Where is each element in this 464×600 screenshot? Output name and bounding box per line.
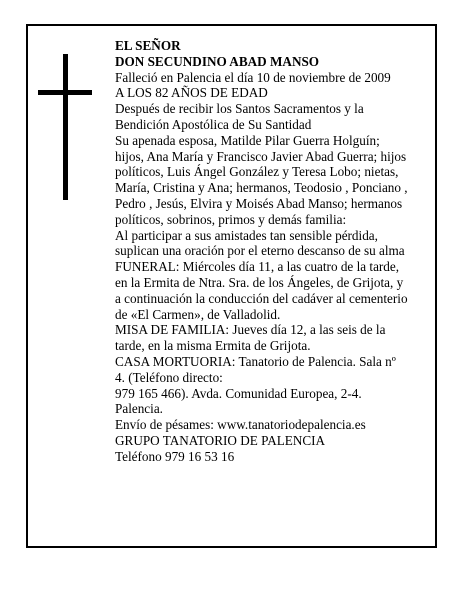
phone-line: Teléfono 979 16 53 16: [115, 448, 235, 464]
funeral-line: FUNERAL: Miércoles día 11, a las cuatro de la tarde,: [115, 259, 400, 275]
condolences-line: Envío de pésames: www.tanatoriodepalencia.es: [115, 417, 366, 433]
sacraments-line: Bendición Apostólica de Su Santidad: [115, 116, 312, 132]
family-line: Su apenada esposa, Matilde Pilar Guerra Holguín;: [115, 132, 380, 148]
sacraments-line: Después de recibir los Santos Sacramentos y la: [115, 101, 364, 117]
request-paragraph: [115, 228, 433, 260]
family-mass-line: MISA DE FAMILIA: Jueves día 12, a las seis de la: [115, 322, 386, 338]
age: A LOS 82 AÑOS DE EDAD: [115, 85, 268, 101]
funeral-home-line: Palencia.: [115, 401, 163, 417]
funeral-home-paragraph: [115, 354, 433, 417]
cross-vertical-bar: [63, 54, 68, 200]
family-line: hijos, Ana María y Francisco Javier Abad Guerra; hijos: [115, 148, 407, 164]
family-line: Pedro , Jesús, Elvira y Moisés Abad Manso; hermanos: [115, 195, 403, 211]
obituary-text: [115, 38, 433, 465]
cross-icon: [38, 54, 92, 200]
family-line: María, Cristina y Ana; hermanos, Teodosio , Ponciano ,: [115, 180, 408, 196]
request-line: Al participar a sus amistades tan sensible pérdida,: [115, 227, 378, 243]
family-line: políticos, sobrinos, primos y demás familia:: [115, 211, 347, 227]
sacraments-paragraph: [115, 101, 433, 133]
family-mass-line: tarde, en la misma Ermita de Grijota.: [115, 338, 311, 354]
funeral-line: de «El Carmen», de Valladolid.: [115, 306, 281, 322]
family-paragraph: [115, 133, 433, 228]
funeral-line: a continuación la conducción del cadáver al cementerio: [115, 290, 408, 306]
funeral-home-line: 979 165 466). Avda. Comunidad Europea, 2-4.: [115, 385, 362, 401]
funeral-paragraph: [115, 259, 433, 322]
family-mass-paragraph: [115, 322, 433, 354]
heading-title: EL SEÑOR: [115, 38, 181, 53]
death-date: Falleció en Palencia el día 10 de noviembre de 2009: [115, 69, 391, 85]
obituary-frame: [26, 24, 437, 548]
funeral-home-line: 4. (Teléfono directo:: [115, 369, 223, 385]
cross-horizontal-bar: [38, 90, 92, 95]
deceased-name: DON SECUNDINO ABAD MANSO: [115, 53, 320, 69]
funeral-line: en la Ermita de Ntra. Sra. de los Ángeles, de Grijota, y: [115, 274, 404, 290]
request-line: suplican una oración por el eterno descanso de su alma: [115, 243, 405, 259]
family-line: políticos, Luis Ángel González y Teresa Lobo; nietas,: [115, 164, 399, 180]
funeral-group: GRUPO TANATORIO DE PALENCIA: [115, 432, 326, 448]
funeral-home-line: CASA MORTUORIA: Tanatorio de Palencia. Sala nº: [115, 353, 396, 369]
